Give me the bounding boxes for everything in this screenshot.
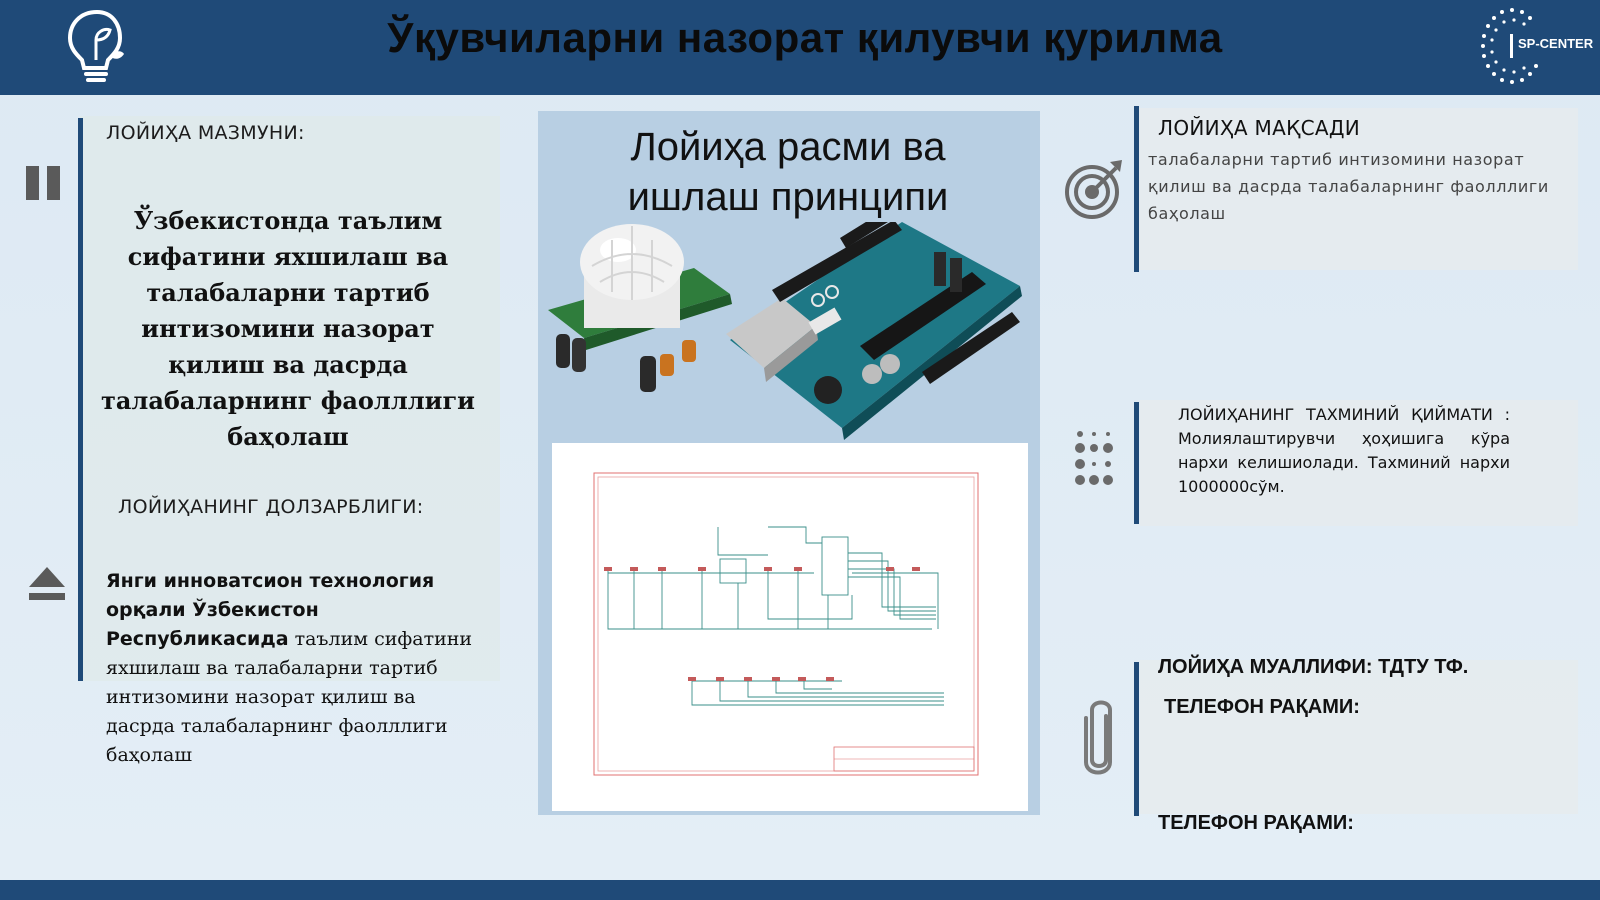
dolzarblik-body	[106, 566, 486, 769]
left-accent-bar	[78, 118, 83, 681]
paperclip-icon	[1082, 696, 1116, 778]
maqsad-text: талабаларни тартиб интизомини назорат қилиш ва дасрда талабаларнинг фаолллиги баҳолаш	[1148, 150, 1549, 223]
device-photo	[542, 222, 1036, 444]
mazmun-body: Ўзбекистонда таълим сифатини яхшилаш ва талабаларни тартиб интизомини назорат қилиш ва дасрда талабаларнинг фаолллиги баҳолаш	[101, 206, 475, 451]
center-title	[560, 122, 1016, 222]
author-label: ЛОЙИҲА МУАЛЛИФИ: ТДТУ ТФ.	[1158, 656, 1469, 678]
sp-center-logo-text: SP-CENTER	[1518, 36, 1594, 51]
mazmun-label: ЛОЙИҲА МАЗМУНИ:	[106, 122, 305, 144]
center-title-line-2: ишлаш принципи	[627, 175, 949, 219]
center-title-line-1: Лойиҳа расми ва	[630, 125, 946, 169]
pir-sensor-image	[548, 224, 732, 392]
dots-icon	[1074, 428, 1118, 490]
eject-icon	[27, 565, 67, 605]
phone-label-2: ТЕЛЕФОН РАҚАМИ:	[1158, 812, 1354, 834]
dolzarblik-label: ЛОЙИҲАНИНГ ДОЛЗАРБЛИГИ:	[118, 496, 424, 518]
footer-bar	[0, 880, 1600, 900]
author-accent-bar	[1134, 662, 1139, 816]
circuit-schematic-image	[552, 443, 1028, 811]
cost-text: ЛОЙИҲАНИНГ ТАХМИНИЙ ҚИЙМАТИ : Молиялаштирувчи ҳоҳишига кўра нархи келишиолади. Тахминий нархи 1000000сўм.	[1178, 405, 1510, 496]
dolzarblik-rest-text: таълим сифатини яхшилаш ва талабаларни тартиб интизомини назорат қилиш ва дасрда талабаларнинг фаолллиги баҳолаш	[106, 628, 473, 766]
author-panel	[1140, 660, 1578, 814]
arduino-board-image	[726, 222, 1022, 440]
page-title: Ўқувчиларни назорат қилувчи қурилма	[387, 14, 1223, 61]
target-icon	[1064, 158, 1124, 220]
pause-icon	[26, 166, 62, 200]
maqsad-label: ЛОЙИҲА МАҚСАДИ	[1158, 116, 1361, 140]
phone-label-1: ТЕЛЕФОН РАҚАМИ:	[1164, 696, 1360, 718]
lightbulb-logo-icon	[62, 6, 132, 86]
maqsad-accent-bar	[1134, 106, 1139, 272]
dolzarblik-bold-text: Янги инноватсион технология орқали Ўзбекистон Республикасида	[106, 570, 435, 650]
cost-accent-bar	[1134, 402, 1139, 524]
